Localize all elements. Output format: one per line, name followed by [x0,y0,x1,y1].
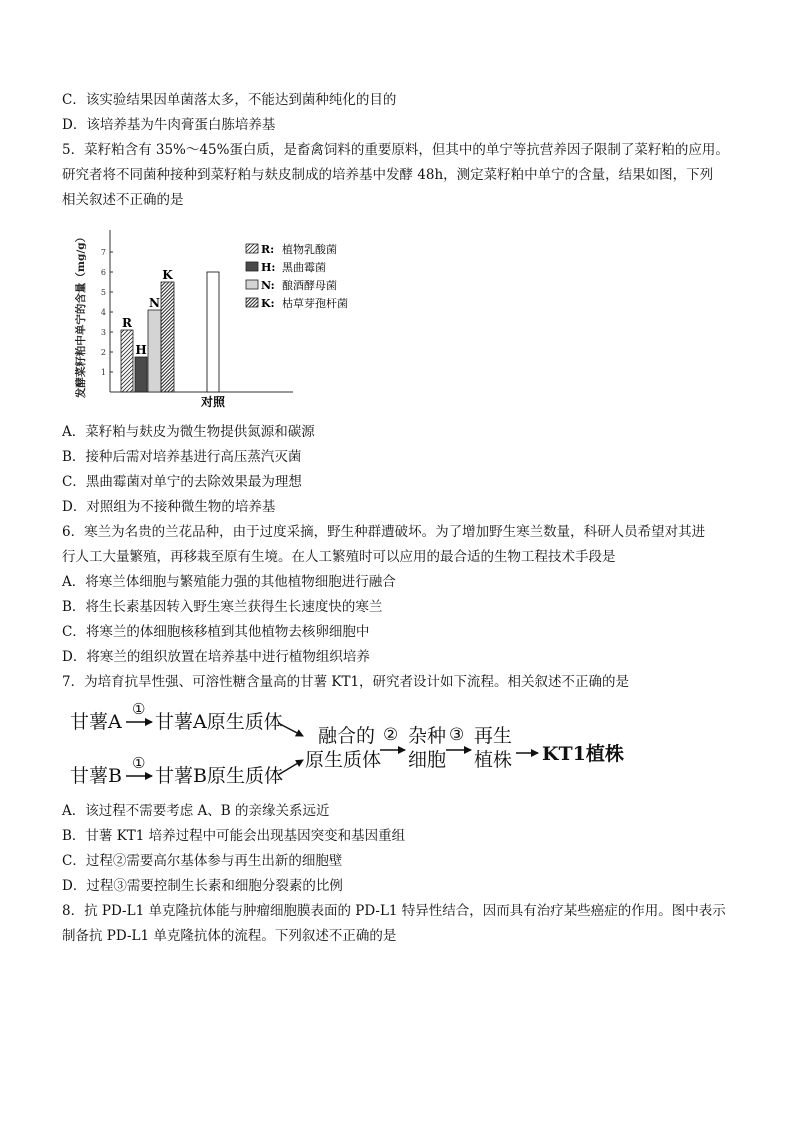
legend-label-n: 酿酒酵母菌 [282,279,337,292]
flow-step1-bottom: ① [132,754,146,772]
q6-stem-line-2: 行人工大量繁殖，再移栽至原有生境。在人工繁殖时可以应用的最合适的生物工程技术手段是 [62,549,616,565]
q7-option-b: B．甘薯 KT1 培养过程中可能会出现基因突变和基因重组 [62,828,406,844]
legend-key-r: R: [261,243,275,256]
legend-swatch-k [246,298,258,307]
q5-option-a: A．菜籽粕与麸皮为微生物提供氮源和碳源 [62,424,315,440]
bar-n [148,310,161,392]
q4-option-d: D．该培养基为牛肉膏蛋白胨培养基 [62,117,276,133]
bar-k [161,282,174,392]
bar-label-h: H [135,343,147,357]
legend-label-r: 植物乳酸菌 [282,243,337,256]
q5-option-d: D．对照组为不接种微生物的培养基 [62,499,276,515]
legend-swatch-n [246,280,258,289]
flow-source-a: 甘薯A [70,711,122,733]
kt1-breeding-flowchart [66,698,626,794]
bar-h [135,357,147,392]
flow-hybrid-l2: 细胞 [408,749,447,771]
flow-regen-l2: 植株 [474,749,513,771]
flow-final: KT1植株 [542,743,624,765]
flow-step3: ③ [449,725,465,745]
q5-option-b: B．接种后需对培养基进行高压蒸汽灭菌 [62,449,302,465]
q6-option-c: C．将寒兰的体细胞核移植到其他植物去核卵细胞中 [62,624,370,640]
flow-step2: ② [383,725,399,745]
q4-option-c: C．该实验结果因单菌落太多，不能达到菌种纯化的目的 [62,92,397,108]
flow-source-b: 甘薯B [70,765,122,787]
legend-key-k: K: [261,297,275,310]
y-tick-label: 4 [100,308,106,317]
y-tick-label: 2 [100,348,106,357]
q6-stem-line-1: 6．寒兰为名贵的兰花品种，由于过度采摘，野生种群遭破坏。为了增加野生寒兰数量，科研人员希望对其进 [62,524,706,540]
q6-option-a: A．将寒兰体细胞与繁殖能力强的其他植物细胞进行融合 [62,574,396,590]
flow-hybrid-l1: 杂种 [408,725,447,747]
x-label-control: 对照 [200,395,226,409]
flow-proto-a: 甘薯A原生质体 [155,711,283,733]
q6-option-b: B．将生长素基因转入野生寒兰获得生长速度快的寒兰 [62,599,383,615]
bar-control [207,272,219,392]
chart-legend [246,242,348,310]
flow-proto-b: 甘薯B原生质体 [155,765,283,787]
flow-fused-l2: 原生质体 [305,749,382,771]
q5-stem-line-1: 5．菜籽粕含有 35%～45%蛋白质，是畜禽饲料的重要原料，但其中的单宁等抗营养因子限制了菜籽粕的应用。 [62,142,729,158]
legend-swatch-r [246,244,258,253]
y-tick-label: 1 [100,368,106,377]
y-tick-label: 7 [100,248,106,257]
q7-option-a: A．该过程不需要考虑 A、B 的亲缘关系远近 [62,803,330,819]
flow-regen-l1: 再生 [474,725,513,747]
q5-option-c: C．黑曲霉菌对单宁的去除效果最为理想 [62,474,302,490]
q7-stem: 7．为培育抗旱性强、可溶性糖含量高的甘薯 KT1，研究者设计如下流程。相关叙述不正确的是 [62,674,630,690]
q5-stem-line-3: 相关叙述不正确的是 [62,192,184,208]
flow-fused-l1: 融合的 [318,725,376,747]
tannin-bar-chart [70,220,370,410]
legend-key-h: H: [261,261,276,274]
y-tick-label: 6 [100,268,106,277]
q5-stem-line-2: 研究者将不同菌种接种到菜籽粕与麸皮制成的培养基中发酵 48h，测定菜籽粕中单宁的含量，结果如图，下列 [62,167,714,183]
q8-stem-line-2: 制备抗 PD-L1 单克隆抗体的流程。下列叙述不正确的是 [62,928,397,944]
q7-option-d: D．过程③需要控制生长素和细胞分裂素的比例 [62,878,343,894]
q6-option-d: D．将寒兰的组织放置在培养基中进行植物组织培养 [62,649,370,665]
y-tick-label: 5 [100,288,106,297]
legend-key-n: N: [261,279,275,292]
legend-label-k: 枯草芽孢杆菌 [282,297,348,310]
bar-label-n: N [149,296,160,310]
bar-label-k: K [162,268,173,282]
legend-swatch-h [246,262,258,271]
y-axis-label: 发酵菜籽粕中单宁的含量（mg/g） [75,231,87,399]
flow-step1-top: ① [132,700,146,718]
y-tick-label: 3 [100,328,106,337]
q8-stem-line-1: 8．抗 PD-L1 单克隆抗体能与肿瘤细胞膜表面的 PD-L1 特异性结合，因而具有治疗某些癌症的作用。图中表示 [62,903,726,919]
legend-label-h: 黑曲霉菌 [282,261,326,274]
bar-label-r: R [122,316,132,330]
bar-r [121,330,133,392]
q7-option-c: C．过程②需要高尔基体参与再生出新的细胞壁 [62,853,343,869]
